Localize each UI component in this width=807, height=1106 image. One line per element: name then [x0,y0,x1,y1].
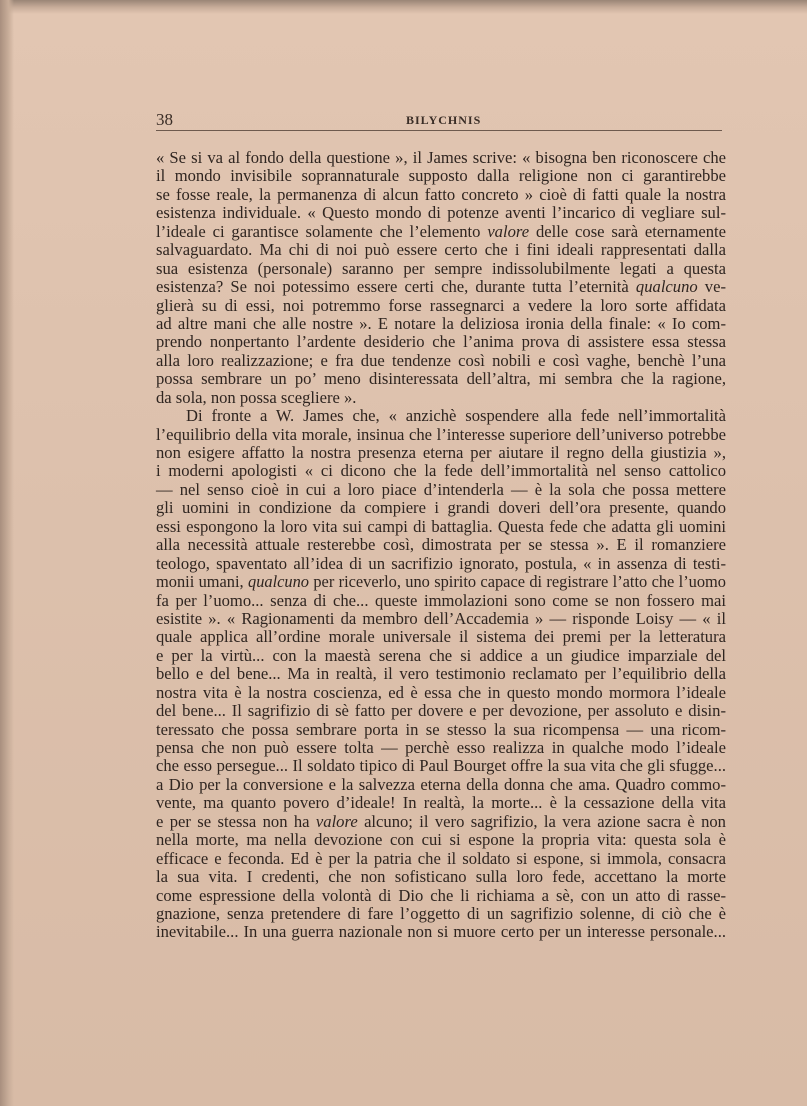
text-line: esistenza? Se noi potessimo essere certi che, durante tutta l’eternità qualcuno ve- [156,277,726,297]
text-line: quale applica all’ordine morale universale il sistema dei premi per la letteratura [156,627,726,647]
text-line: salvaguardato. Ma chi di noi può essere certo che i fini ideali rappresentati dalla [156,240,726,260]
text-line: fa per l’uomo... senza di che... queste immolazioni sono come se non fossero mai [156,590,726,610]
text-line: pensa che non può essere tolta — perchè esso realizza in qualche modo l’ideale [156,738,726,757]
text-line: alla loro realizzazione; e fra due tendenze così nobili e così vaghe, benchè l’una [156,350,726,370]
text-line: la sua vita. I credenti, che non sofisticano sulla loro fede, accettano la morte [156,867,726,887]
page-top-edge-shadow [0,0,807,14]
text-line: gnazione, senza pretendere di fare l’oggetto di un sagrifizio solenne, di ciò che è [156,903,726,923]
text-line: possa sembrare un po’ meno disinteressata dell’altra, mi sembra che la ragione, [156,369,726,389]
text-line: « Se si va al fondo della questione », il James scrive: « bisogna ben riconoscere che [156,148,726,167]
text-line: a Dio per la conversione e la salvezza eterna della donna che ama. Quadro commo- [156,774,726,794]
text-line: esistite ». « Ragionamenti da membro dell’Accademia » — risponde Loisy — « il [156,608,726,628]
text-line: inevitabile... In una guerra nazionale non si muore certo per un interesse personale... [156,922,726,942]
text-line: i moderni apologisti « ci dicono che la fede dell’immortalità nel senso cattolico [156,461,726,481]
text-line: nella morte, ma nella devozione con cui si espone la propria vita: questa sola è [156,830,726,850]
header-rule [156,130,722,131]
text-line: se fosse reale, la permanenza di alcun fatto concreto » cioè di fatti quale la nostra [156,184,726,204]
text-line: come espressione della volontà di Dio che li richiama a sè, con un atto di rasse- [156,885,726,905]
body-text [156,149,726,942]
text-line: teologo, spaventato all’idea di un sacrifizio ignorato, postula, « in assenza di testi- [156,553,726,573]
text-line: l’equilibrio della vita morale, insinua che l’interesse superiore dell’universo potrebbe [156,424,726,444]
text-line: ad altre mani che alle nostre ». E notare la deliziosa ironia della finale: « Io com- [156,313,726,333]
text-line: teressato che possa sembrare porta in se stesso la sua ricompensa — una ricom- [156,719,726,739]
running-head [156,108,722,132]
text-line: esistenza individuale. « Questo mondo di potenze aventi l’incarico di vegliare sul- [156,203,726,223]
running-title: BILYCHNIS [406,113,482,127]
text-line: il mondo invisibile soprannaturale supposto dalla religione non ci garantirebbe [156,166,726,186]
text-line: non esigere affatto la nostra presenza eterna per aiutare il regno della giustizia », [156,443,726,462]
text-line: gli uomini in condizione da compiere i grandi doveri dell’ora presente, quando [156,498,726,518]
text-line: e per se stessa non ha valore alcuno; il vero sagrifizio, la vera azione sacra è non [156,811,726,831]
text-line: da sola, non possa scegliere ». [156,387,357,407]
text-line: essi espongono la loro vita sui campi di battaglia. Questa fede che adatta gli uomini [156,516,726,536]
text-line: sua esistenza (personale) saranno per sempre indissolubilmente legati a questa [156,258,726,278]
text-line: l’ideale ci garantisce solamente che l’elemento valore delle cose sarà eternamente [156,221,726,241]
text-line: e per la virtù... con la maestà serena che si addice a un giudice imparziale del [156,645,726,665]
text-line: alla necessità attuale resterebbe così, dimostrata per se stessa ». E il romanziere [156,535,726,555]
page-left-edge-shadow [0,0,14,1106]
text-line: efficace e feconda. Ed è per la patria che il soldato si espone, si immola, consacra [156,848,726,868]
text-line: nostra vita è la nostra coscienza, ed è essa che in questo mondo mormora l’ideale [156,682,726,702]
text-line: del bene... Il sagrifizio di sè fatto per dovere e per devozione, per assoluto e disin- [156,701,726,721]
text-line: che esso persegue... Il soldato tipico di Paul Bourget offre la sua vita che gli sfugge... [156,756,726,776]
text-line: bello e del bene... Ma in realtà, il vero testimonio reclamato per l’equilibrio della [156,664,726,684]
text-line: prendo nonpertanto l’ardente desiderio che l’anima prova di assistere essa stessa [156,332,726,352]
text-line: Di fronte a W. James che, « anzichè sospendere alla fede nell’immortalità [186,406,726,426]
text-line: glierà su di essi, noi potremmo forse rassegnarci a vedere la loro sorte affidata [156,295,726,315]
text-line: — nel senso cioè in cui a loro piace d’intenderla — è la sola che possa mettere [156,479,726,499]
text-line: monii umani, qualcuno per riceverlo, uno spirito capace di registrare l’atto che l’uomo [156,572,726,592]
text-line: vente, ma quanto povero d’ideale! In realtà, la morte... è la cessazione della vita [156,793,726,813]
page-number: 38 [156,110,173,129]
